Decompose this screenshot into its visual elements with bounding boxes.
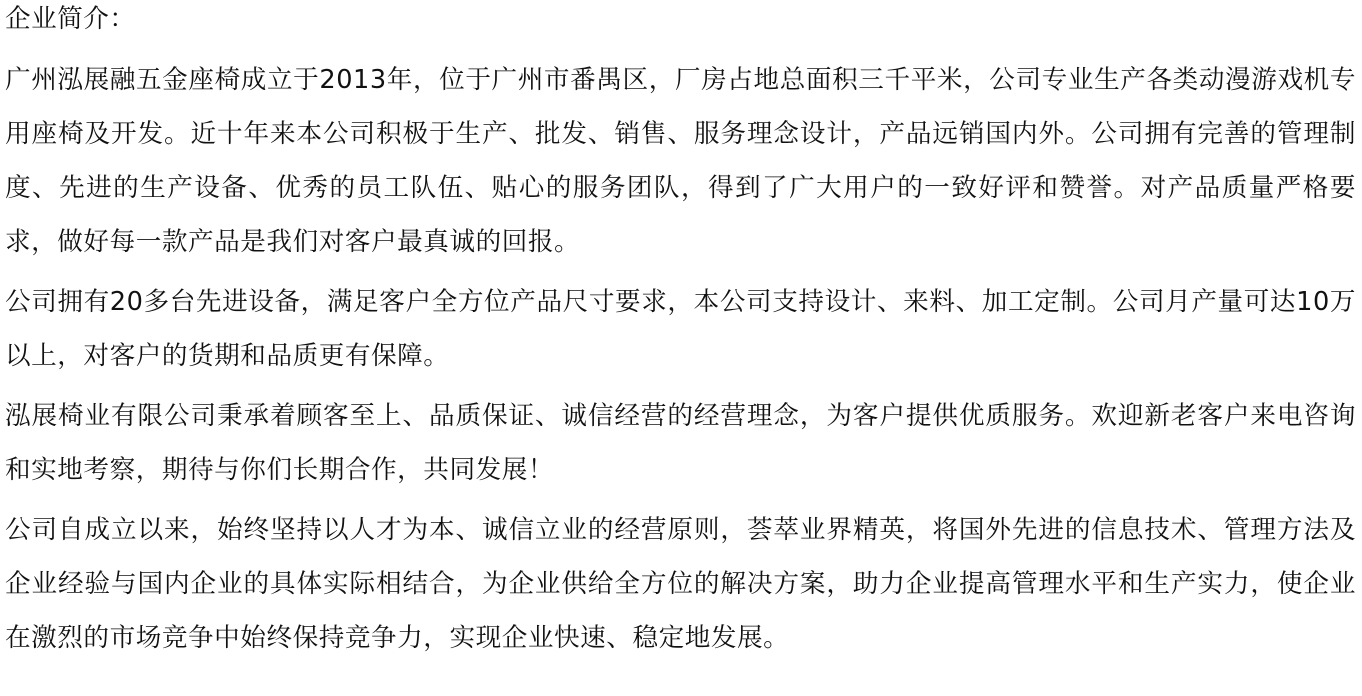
paragraph-company-overview: 广州泓展融五金座椅成立于2013年，位于广州市番禺区，厂房占地总面积三千平米，公司专业生产各类动漫游戏机专用座椅及开发。近十年来本公司积极于生产、批发、销售、服务理念设计，产品远销国内外。公司拥有完善的管理制度、先进的生产设备、优秀的员工队伍、贴心的服务团队，得到了广大用户的一致好评和赞誉。对产品质量严格要求，做好每一款产品是我们对客户最真诚的回报。 bbox=[5, 65, 1356, 257]
paragraph-service-philosophy: 泓展椅业有限公司秉承着顾客至上、品质保证、诚信经营的经营理念，为客户提供优质服务。欢迎新老客户来电咨询和实地考察，期待与你们长期合作，共同发展！ bbox=[5, 401, 1356, 485]
paragraph-equipment-capacity: 公司拥有20多台先进设备，满足客户全方位产品尺寸要求，本公司支持设计、来料、加工定制。公司月产量可达10万以上，对客户的货期和品质更有保障。 bbox=[5, 287, 1356, 371]
section-heading: 企业简介： bbox=[5, 4, 136, 34]
paragraph-business-principles: 公司自成立以来，始终坚持以人才为本、诚信立业的经营原则，荟萃业界精英，将国外先进的信息技术、管理方法及企业经验与国内企业的具体实际相结合，为企业供给全方位的解决方案，助力企业提高管理水平和生产实力，使企业在激烈的市场竞争中始终保持竞争力，实现企业快速、稳定地发展。 bbox=[5, 515, 1356, 653]
